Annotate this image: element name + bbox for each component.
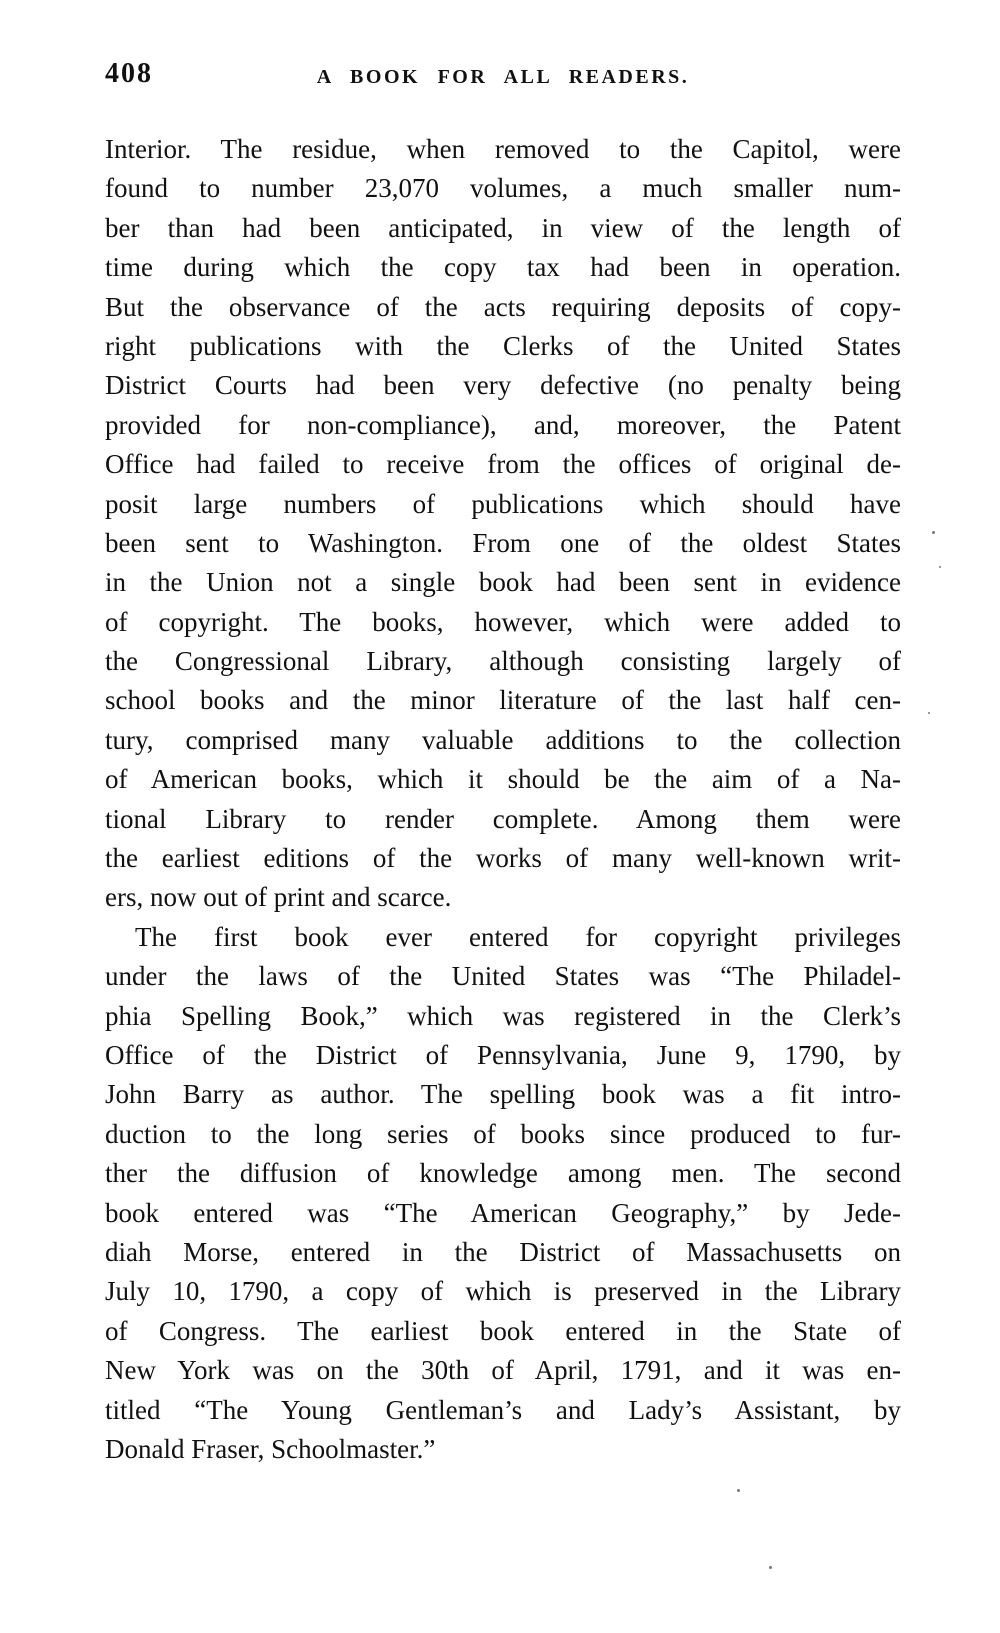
text-line: Office of the District of Pennsylvania, June 9, 1790, by xyxy=(105,1039,901,1070)
page-number: 408 xyxy=(105,58,153,89)
scan-speck xyxy=(939,566,941,568)
text-line: right publications with the Clerks of the United States xyxy=(105,330,901,361)
text-line: July 10, 1790, a copy of which is preserved in the Library xyxy=(105,1276,901,1307)
text-line: provided for non-compliance), and, moreover, the Patent xyxy=(105,409,901,440)
text-block xyxy=(105,130,901,1469)
text-line: New York was on the 30th of April, 1791, and it was en- xyxy=(105,1355,901,1386)
text-line: Interior. The residue, when removed to the Capitol, were xyxy=(105,134,901,164)
scan-speck xyxy=(737,1489,740,1492)
text-line: But the observance of the acts requiring deposits of copy- xyxy=(105,291,901,322)
text-line: Donald Fraser, Schoolmaster.” xyxy=(105,1433,436,1464)
text-line: been sent to Washington. From one of the oldest States xyxy=(105,527,901,558)
text-line: John Barry as author. The spelling book was a fit intro- xyxy=(105,1079,901,1110)
text-line: ers, now out of print and scarce. xyxy=(105,882,452,913)
text-line: The first book ever entered for copyright privileges xyxy=(135,921,901,952)
text-line: in the Union not a single book had been sent in evidence xyxy=(105,567,901,598)
text-line: ber than had been anticipated, in view of the length of xyxy=(105,212,901,243)
text-line: the Congressional Library, although consisting largely of xyxy=(105,646,901,677)
text-line: under the laws of the United States was “The Philadel- xyxy=(105,961,901,992)
page-content xyxy=(105,58,901,1469)
text-line: tional Library to render complete. Among them were xyxy=(105,803,901,834)
text-line: of Congress. The earliest book entered in the State of xyxy=(105,1315,901,1346)
text-line: duction to the long series of books since produced to fur- xyxy=(105,1118,901,1149)
text-line: school books and the minor literature of the last half cen- xyxy=(105,685,901,716)
text-line: book entered was “The American Geography,” by Jede- xyxy=(105,1197,901,1228)
text-line: Office had failed to receive from the offices of original de- xyxy=(105,449,901,480)
running-header: A BOOK FOR ALL READERS. xyxy=(316,66,690,88)
text-line: District Courts had been very defective (no penalty being xyxy=(105,370,901,401)
text-line: of American books, which it should be the aim of a Na- xyxy=(105,764,901,795)
text-line: time during which the copy tax had been in operation. xyxy=(105,252,901,283)
text-line: of copyright. The books, however, which were added to xyxy=(105,606,901,637)
page-header xyxy=(105,58,901,94)
text-line: posit large numbers of publications which should have xyxy=(105,488,901,519)
text-line: the earliest editions of the works of many well-known writ- xyxy=(105,843,901,874)
scan-speck xyxy=(928,712,930,714)
text-line: titled “The Young Gentleman’s and Lady’s Assistant, by xyxy=(105,1394,901,1425)
text-line: ther the diffusion of knowledge among men. The second xyxy=(105,1158,901,1189)
text-line: tury, comprised many valuable additions to the collection xyxy=(105,724,901,755)
text-line: phia Spelling Book,” which was registered in the Clerk’s xyxy=(105,1000,901,1031)
scan-speck xyxy=(932,531,935,534)
text-line: found to number 23,070 volumes, a much smaller num- xyxy=(105,173,901,204)
text-line: diah Morse, entered in the District of Massachusetts on xyxy=(105,1236,901,1267)
scan-speck xyxy=(769,1566,772,1569)
